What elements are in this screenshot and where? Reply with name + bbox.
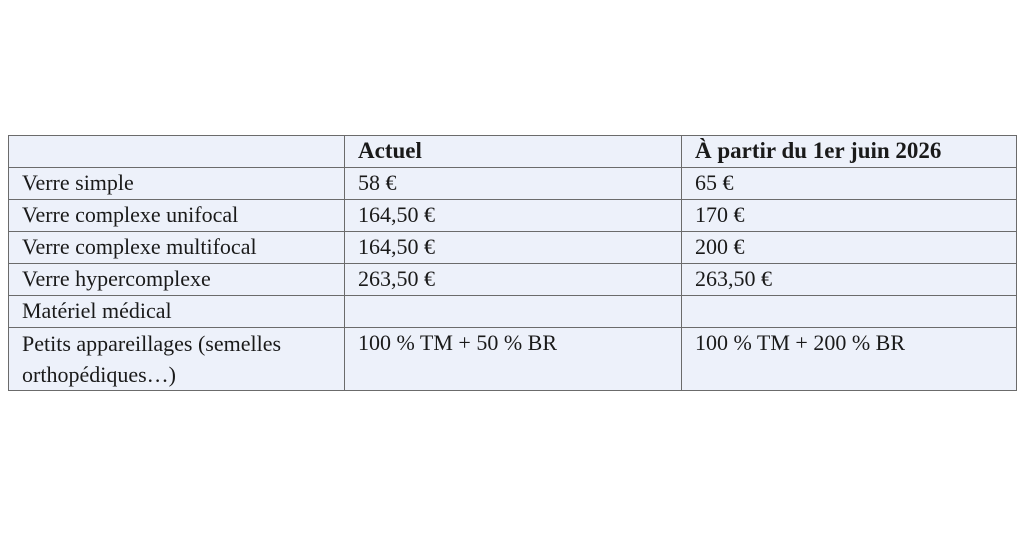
table-row (9, 200, 1017, 232)
row-current-value: 100 % TM + 50 % BR (345, 328, 682, 391)
table-row (9, 168, 1017, 200)
table-row (9, 296, 1017, 328)
row-label: Verre complexe multifocal (9, 232, 345, 264)
row-label: Verre hypercomplexe (9, 264, 345, 296)
header-cell-current: Actuel (345, 136, 682, 168)
header-cell-future: À partir du 1er juin 2026 (682, 136, 1017, 168)
table-row (9, 328, 1017, 391)
row-label: Petits appareillages (semelles orthopédiques…) (9, 328, 345, 391)
table-row (9, 232, 1017, 264)
row-label: Verre simple (9, 168, 345, 200)
row-current-value: 164,50 € (345, 232, 682, 264)
row-future-value: 263,50 € (682, 264, 1017, 296)
row-current-value: 58 € (345, 168, 682, 200)
row-label: Matériel médical (9, 296, 345, 328)
table-row (9, 264, 1017, 296)
row-future-value: 170 € (682, 200, 1017, 232)
row-future-value: 100 % TM + 200 % BR (682, 328, 1017, 391)
header-cell-label (9, 136, 345, 168)
row-current-value: 263,50 € (345, 264, 682, 296)
row-future-value: 65 € (682, 168, 1017, 200)
row-current-value (345, 296, 682, 328)
row-future-value (682, 296, 1017, 328)
row-current-value: 164,50 € (345, 200, 682, 232)
row-future-value: 200 € (682, 232, 1017, 264)
table-header-row (9, 136, 1017, 168)
tariff-table (8, 135, 1017, 391)
row-label: Verre complexe unifocal (9, 200, 345, 232)
